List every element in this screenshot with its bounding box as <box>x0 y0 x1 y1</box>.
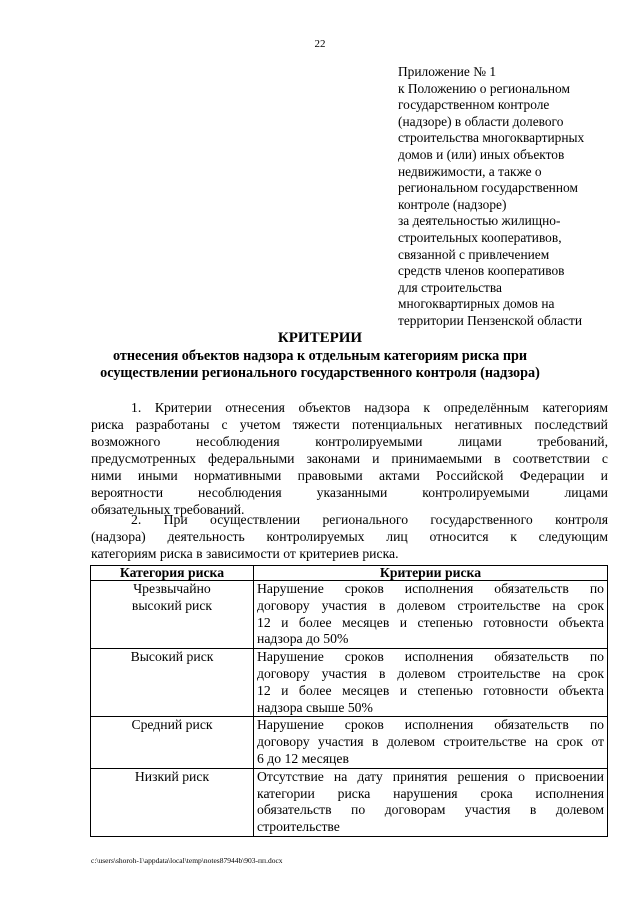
criteria-line: 12 и более месяцев и степенью готовности объекта <box>257 682 604 698</box>
paragraph-criteria <box>91 399 608 518</box>
header-criteria: Критерии риска <box>254 566 608 581</box>
criteria-line: договору участия в долевом строительстве на срок <box>257 665 604 681</box>
criteria-line: категории риска нарушения срока исполнения <box>257 785 604 801</box>
document-subtitle <box>0 348 640 382</box>
appendix-line: для строительства <box>398 279 502 295</box>
criteria-line: договору участия в долевом строительстве на срок <box>257 597 604 613</box>
criteria-line: обязательств по договорам участия в долевом <box>257 802 604 818</box>
appendix-line: к Положению о региональном <box>398 80 570 96</box>
appendix-line: территории Пензенской области <box>398 312 583 328</box>
category-line: высокий риск <box>131 597 213 613</box>
appendix-line: региональном государственном <box>398 180 578 196</box>
appendix-line: недвижимости, а также о <box>398 163 542 179</box>
paragraph-line: обязательных требований. <box>91 502 245 517</box>
paragraph-line: риска разработаны с учетом тяжести потенциальных негативных последствий <box>91 417 608 432</box>
criteria-line: Нарушение сроков исполнения обязательств по <box>257 581 604 596</box>
appendix-line: домов и (или) иных объектов <box>398 146 565 162</box>
subtitle-line: отнесения объектов надзора к отдельным категориям риска при <box>112 348 528 364</box>
appendix-line: строительных кооперативов, <box>398 229 562 245</box>
category-line: Низкий риск <box>134 768 210 784</box>
category-line: Высокий риск <box>130 649 214 665</box>
risk-table <box>90 565 608 837</box>
page-number: 22 <box>314 38 326 50</box>
category-line: Чрезвычайно <box>133 581 211 596</box>
paragraph-line: ними иными нормативными правовыми актами Российской Федерации и <box>91 468 608 483</box>
criteria-line: 6 до 12 месяцев <box>257 750 349 766</box>
criteria-line: надзора свыше 50% <box>257 699 373 715</box>
table-row <box>91 581 608 649</box>
risk-criteria-cell <box>254 768 608 836</box>
category-line: Средний риск <box>131 717 213 733</box>
criteria-line: строительстве <box>257 819 340 835</box>
table-header-row <box>91 566 608 581</box>
criteria-line: Нарушение сроков исполнения обязательств по <box>257 717 604 733</box>
paragraph-line: возможного несоблюдения контролируемыми лицами требований, <box>91 434 608 449</box>
paragraph-line: 1. Критерии отнесения объектов надзора к определённым категориям <box>131 400 608 415</box>
appendix-line: государственном контроле <box>398 97 550 113</box>
appendix-line: (надзоре) в области долевого <box>398 113 564 129</box>
risk-criteria-cell <box>254 581 608 649</box>
header-category: Категория риска <box>91 566 254 581</box>
paragraph-line: (надзора) деятельность контролируемых лиц относится к следующим <box>91 529 608 544</box>
table-row <box>91 717 608 768</box>
appendix-line: средств членов кооперативов <box>398 263 565 279</box>
risk-category-cell <box>91 581 254 649</box>
paragraph-line: предусмотренных федеральными законами и принимаемыми в соответствии с <box>91 451 608 466</box>
paragraph-line: 2. При осуществлении регионального государственного контроля <box>131 512 608 527</box>
appendix-line: строительства многоквартирных <box>398 130 585 146</box>
appendix-line: Приложение № 1 <box>398 64 497 79</box>
criteria-line: Отсутствие на дату принятия решения о присвоении <box>257 768 604 784</box>
criteria-line: 12 и более месяцев и степенью готовности объекта <box>257 614 604 630</box>
document-title: КРИТЕРИИ <box>277 330 363 346</box>
file-path-footer: c:\users\shoroh-1\appdata\local\temp\notes87944b\903-пп.docx <box>91 856 283 865</box>
risk-category-cell <box>91 649 254 717</box>
criteria-line: Нарушение сроков исполнения обязательств по <box>257 649 604 665</box>
paragraph-categories <box>91 511 608 562</box>
criteria-line: договору участия в долевом строительстве на срок от <box>257 734 604 750</box>
table-row <box>91 768 608 836</box>
paragraph-line: вероятности несоблюдения указанными контролируемыми лицами <box>91 485 608 500</box>
risk-criteria-cell <box>254 717 608 768</box>
appendix-line: за деятельностью жилищно- <box>398 213 561 229</box>
paragraph-line: категориям риска в зависимости от критериев риска. <box>91 546 399 561</box>
criteria-line: надзора до 50% <box>257 631 349 647</box>
risk-category-cell <box>91 768 254 836</box>
risk-category-cell <box>91 717 254 768</box>
subtitle-line: осуществлении регионального государственного контроля (надзора) <box>100 365 540 381</box>
appendix-block <box>398 64 623 330</box>
table-row <box>91 649 608 717</box>
appendix-line: связанной с привлечением <box>398 246 550 262</box>
appendix-line: многоквартирных домов на <box>398 296 555 312</box>
appendix-line: контроле (надзоре) <box>398 196 507 212</box>
risk-criteria-cell <box>254 649 608 717</box>
